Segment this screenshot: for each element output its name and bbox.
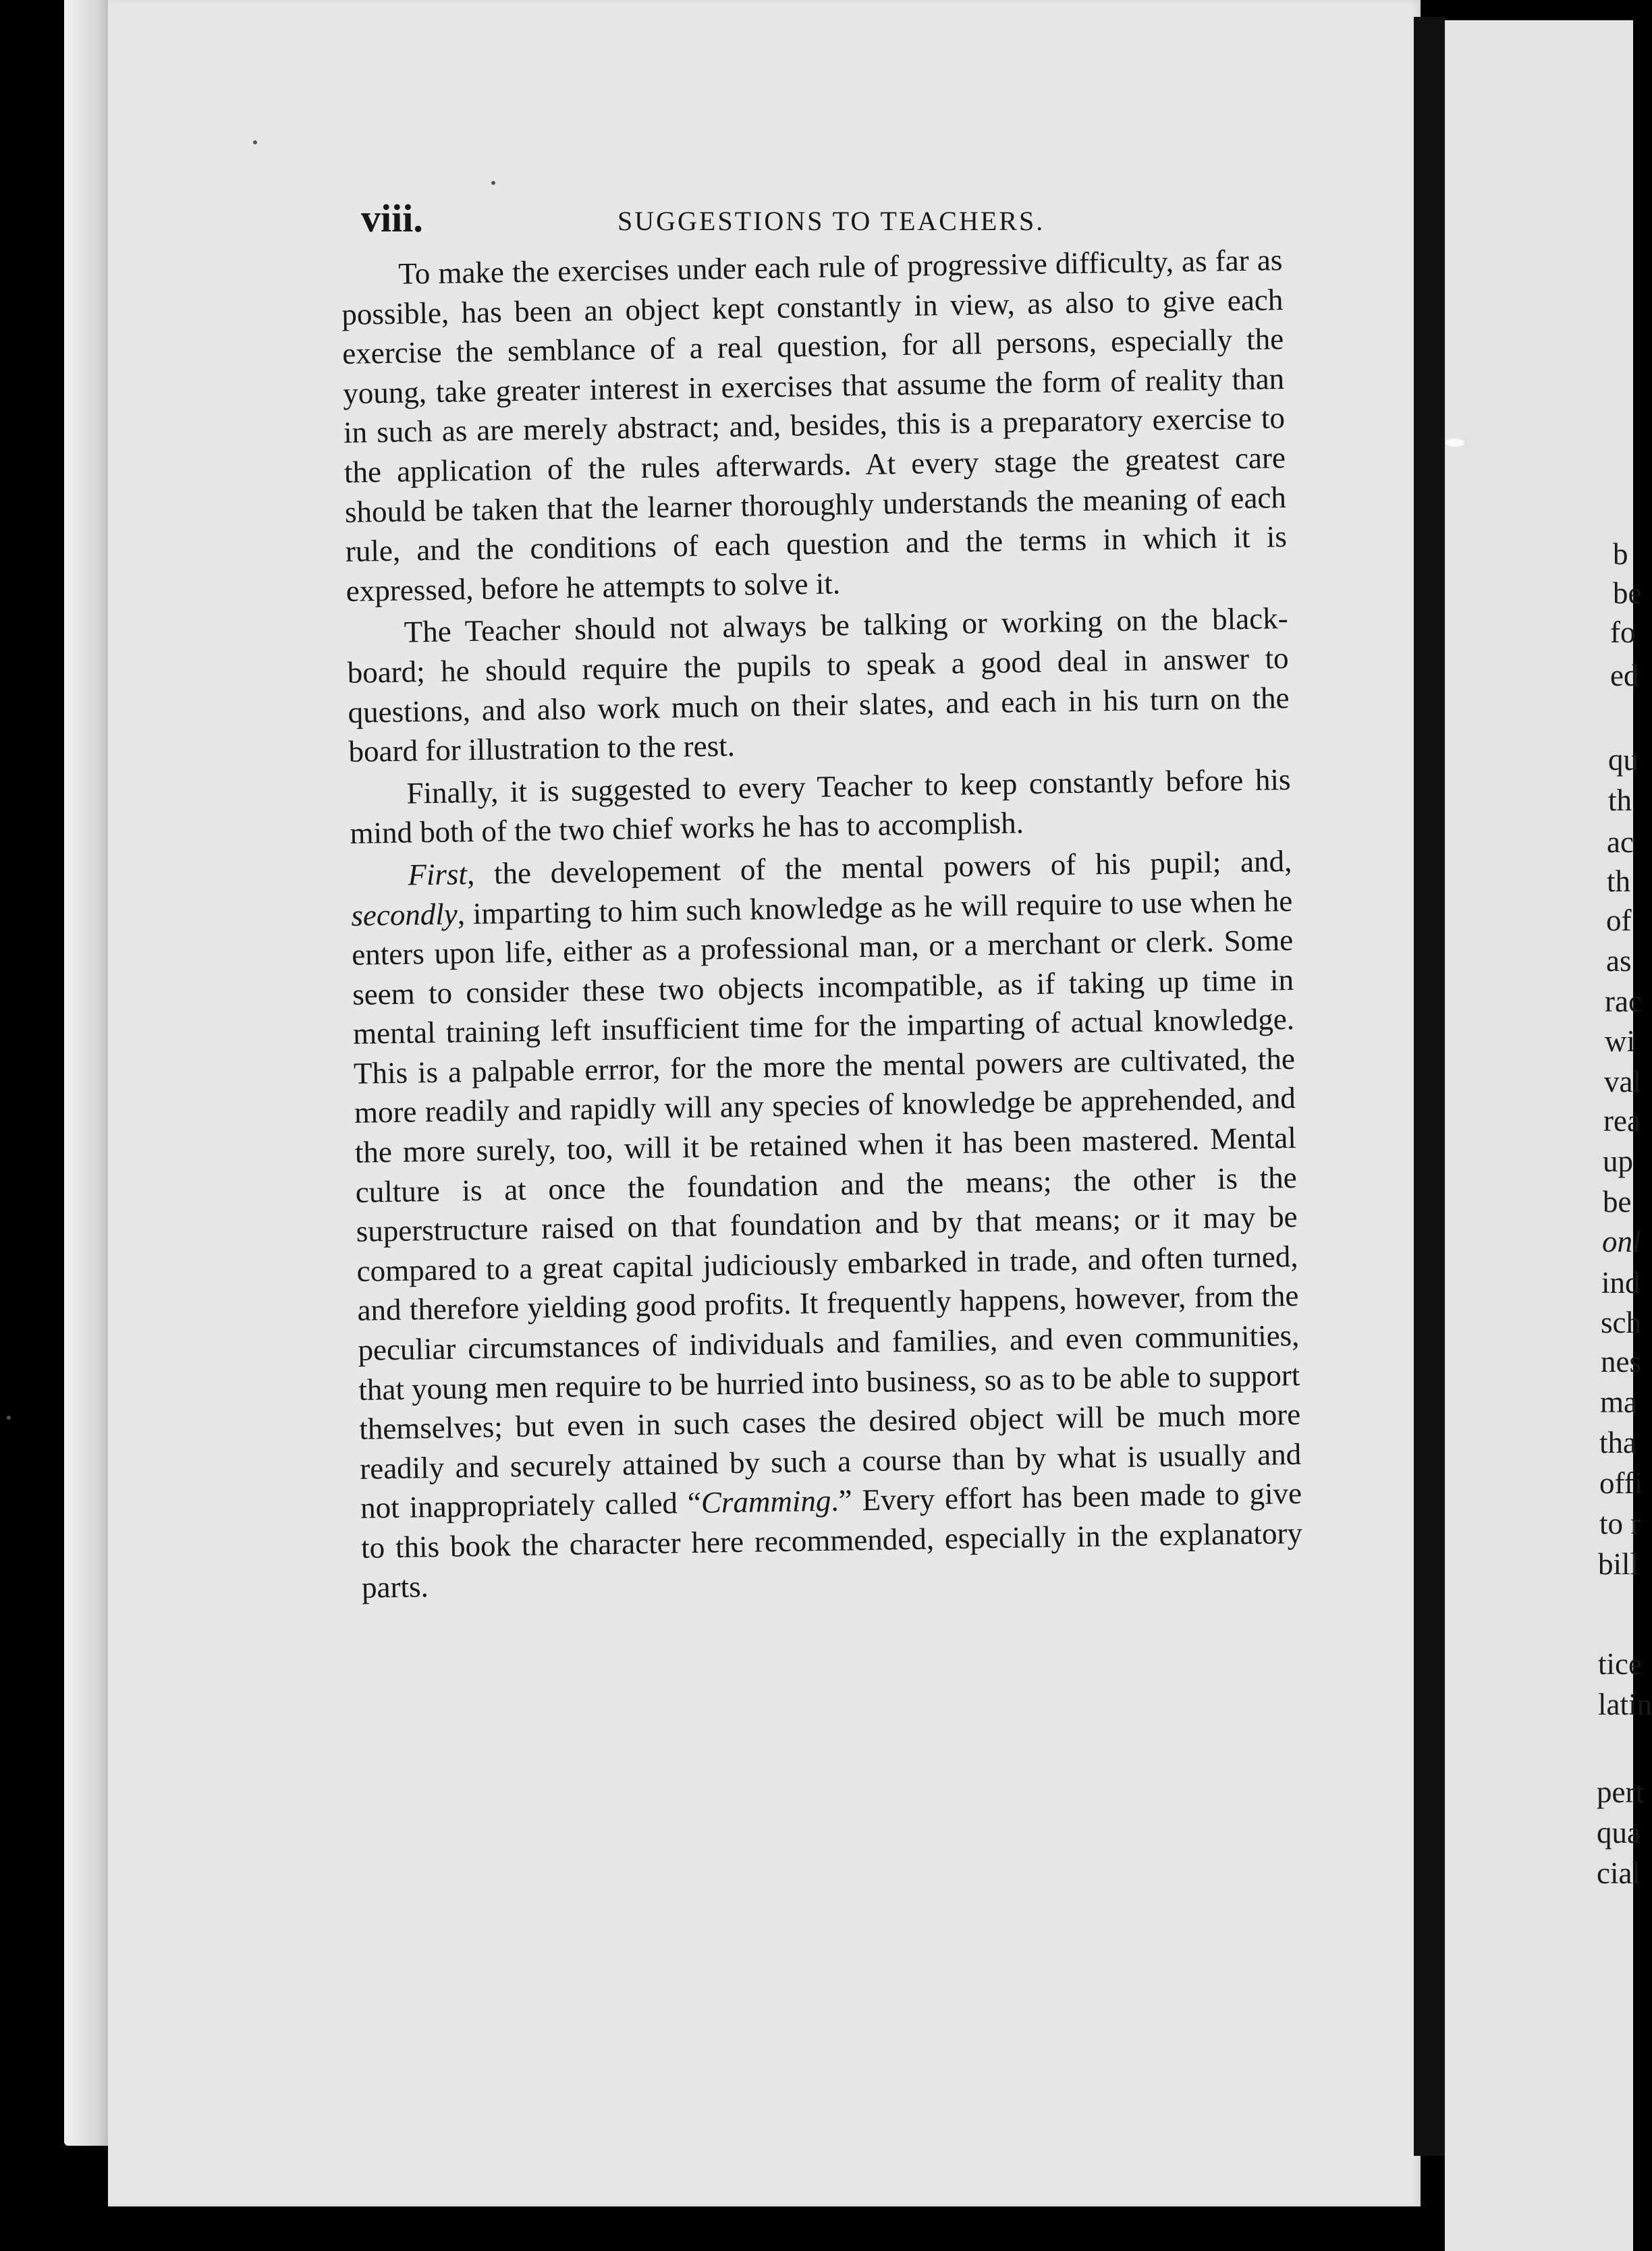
- facing-line: qu: [1608, 743, 1639, 777]
- page-number: viii.: [361, 196, 423, 240]
- facing-line: bill: [1598, 1547, 1639, 1581]
- paragraph: Finally, it is suggested to every Teacher to keep constantly before his mind both of the two chief works he has to accomplish.: [350, 762, 1291, 851]
- text-run: , imparting to him such knowledge as he will require to use when he enters upon life, either as a professional man, or a merchant or clerk. Some seem to consider these two objects incompatible, as if taking up time in mental training left insufficient time for the imparting of actual knowledge. This is a palpable errror, for the more the mental powers are cultivated, the more readily and rapidly will any species of knowledge be apprehended, and the more surely, too, will it be retained when it has been mastered. Mental culture is at once the foundation and the means; the other is the superstructure raised on that foundation and by that means; or it may be compared to a great capital judiciously embarked in trade, and often turned, and therefore yielding good profits. It frequently happens, however, from the peculiar circumstances of individuals and families, and even communities, that young men require to be hurried into business, so as to be able to support themselves; but even in such cases the desired object will be much more readily and securely attained by such a course than by what is usually and not inappropriately called “: [351, 883, 1302, 1526]
- facing-line: rea: [1603, 1104, 1641, 1138]
- facing-line: th: [1608, 783, 1632, 817]
- paper-speck: [7, 1416, 11, 1420]
- facing-line: of: [1606, 904, 1632, 937]
- running-title: SUGGESTIONS TO TEACHERS.: [617, 206, 1045, 236]
- facing-line: ac: [1607, 825, 1634, 859]
- paper-blemish: [1446, 439, 1464, 447]
- emphasis: Cramming: [700, 1484, 831, 1520]
- facing-line: ed: [1610, 659, 1639, 692]
- paragraph: [350, 841, 1303, 1607]
- facing-line: pert: [1597, 1775, 1644, 1809]
- facing-line: offi: [1599, 1466, 1643, 1500]
- facing-line: fo: [1610, 615, 1636, 649]
- facing-line: cial: [1597, 1856, 1641, 1890]
- facing-line: to r: [1599, 1507, 1641, 1540]
- facing-line: latin: [1598, 1688, 1652, 1721]
- paragraph: To make the exercises under each rule of progressive difficulty, as far as possible, has been an object kept constantly in view, as also to give each exercise the semblance of a real question, for all persons, especially the young, take greater interest in exercises that assume the form of reality than in such as are merely abstract; and, besides, this is a preparatory exercise to the application of the rules afterwards. At every stage the greatest care should be taken that the learner thoroughly understands the meaning of each rule, and the conditions of each question and the terms in which it is expressed, before he attempts to solve it.: [341, 243, 1288, 608]
- facing-line: onl: [1602, 1225, 1641, 1258]
- paragraph: The Teacher should not always be talking or working on the black-board; he should require the pupils to speak a good deal in answer to questions, and also work much on their slates, and each in his turn on the board for illustration to the rest.: [347, 601, 1290, 769]
- facing-line: as: [1606, 944, 1632, 978]
- body-text: [341, 240, 1303, 1607]
- facing-line: tice: [1598, 1647, 1642, 1681]
- text-run: .” Every effort has been made to give to this book the character here recommended, especially in the explanatory parts.: [360, 1476, 1303, 1605]
- paper-speck: [253, 140, 257, 144]
- facing-line: b: [1613, 537, 1628, 571]
- facing-line: wi: [1605, 1024, 1635, 1058]
- paper-speck: [491, 181, 495, 185]
- facing-line: tha: [1599, 1426, 1636, 1460]
- facing-line: val: [1604, 1065, 1641, 1099]
- facing-line: be: [1603, 1185, 1632, 1219]
- facing-line: rac: [1605, 984, 1642, 1018]
- book-gutter: [1414, 17, 1445, 2156]
- facing-line: ind: [1601, 1266, 1641, 1300]
- facing-line: be: [1613, 576, 1642, 610]
- facing-line: up: [1603, 1144, 1633, 1178]
- emphasis: First: [408, 857, 468, 892]
- facing-line: qua: [1597, 1816, 1641, 1850]
- text-run: , the developement of the mental powers of his pupil; and,: [466, 843, 1292, 891]
- facing-line: th: [1607, 864, 1631, 898]
- emphasis: secondly: [350, 896, 458, 933]
- facing-line: sch: [1601, 1306, 1641, 1339]
- facing-line: nes: [1601, 1345, 1641, 1379]
- facing-line: ma: [1600, 1385, 1637, 1419]
